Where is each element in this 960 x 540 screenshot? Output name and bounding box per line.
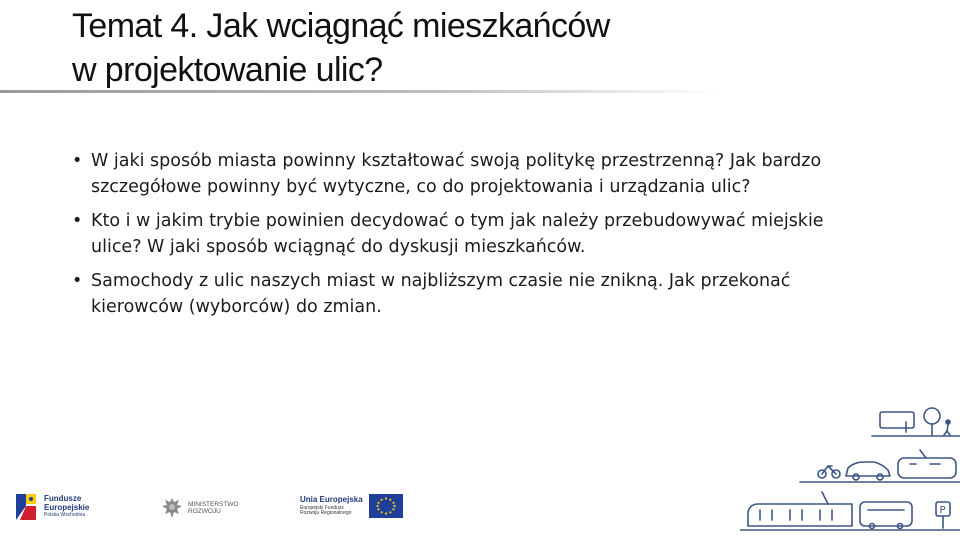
footer-logos <box>0 488 420 530</box>
mr-line-2: ROZWOJU <box>188 508 221 515</box>
fe-line-1: Fundusze <box>44 494 82 504</box>
bullet-dot: • <box>72 151 83 171</box>
bullet-text: Samochody z ulic naszych miast w najbliższym czasie nie znikną. Jak przekonać kierowców (wyborców) do zmian. <box>91 271 791 317</box>
bench-icon <box>880 412 914 432</box>
bullet-item <box>72 268 872 320</box>
ministerstwo-rozwoju-logo <box>160 496 239 522</box>
bullet-dot: • <box>72 211 83 231</box>
ue-line-2: Europejski Fundusz <box>300 504 344 511</box>
pedestrian-icon <box>944 420 950 435</box>
tree-icon <box>924 408 940 435</box>
title-underline <box>0 90 720 93</box>
bus-icon <box>860 502 912 529</box>
fe-line-3: Polska Wschodnia <box>44 512 86 519</box>
fe-line-2: Europejskie <box>44 502 90 512</box>
polish-eagle-icon <box>160 496 184 522</box>
tram-icon <box>898 450 956 478</box>
ue-line-3: Rozwoju Regionalnego <box>300 510 352 517</box>
slide-title-line-1: Temat 4. Jak wciągnąć mieszkańców <box>72 7 610 45</box>
bullet-dot: • <box>72 271 83 291</box>
bullet-list <box>72 148 872 328</box>
slide-title <box>72 4 772 92</box>
train-icon <box>748 492 852 526</box>
mr-line-1: MINISTERSTWO <box>188 501 239 509</box>
car-icon <box>846 462 890 480</box>
ue-line-1: Unia Europejska <box>300 494 363 504</box>
street-illustration <box>740 400 960 540</box>
unia-europejska-logo <box>300 494 403 518</box>
bullet-item <box>72 208 872 260</box>
bullet-item <box>72 148 872 200</box>
bicycle-icon <box>818 466 840 478</box>
slide-title-line-2: w projektowanie ulic? <box>72 51 383 89</box>
fundusze-europejskie-logo <box>14 492 89 522</box>
bullet-text: W jaki sposób miasta powinny kształtować swoją politykę przestrzenną? Jak bardzo szczegółowe powinny być wytyczne, co do projektowania i urządzania ulic? <box>91 151 822 197</box>
eu-flag-icon <box>369 494 403 518</box>
bullet-text: Kto i w jakim trybie powinien decydować o tym jak należy przebudowywać miejskie ulice? W jaki sposób wciągnąć do dyskusji mieszkańców. <box>91 211 824 257</box>
fe-emblem-icon <box>14 492 38 522</box>
parking-letter: P <box>939 505 946 516</box>
